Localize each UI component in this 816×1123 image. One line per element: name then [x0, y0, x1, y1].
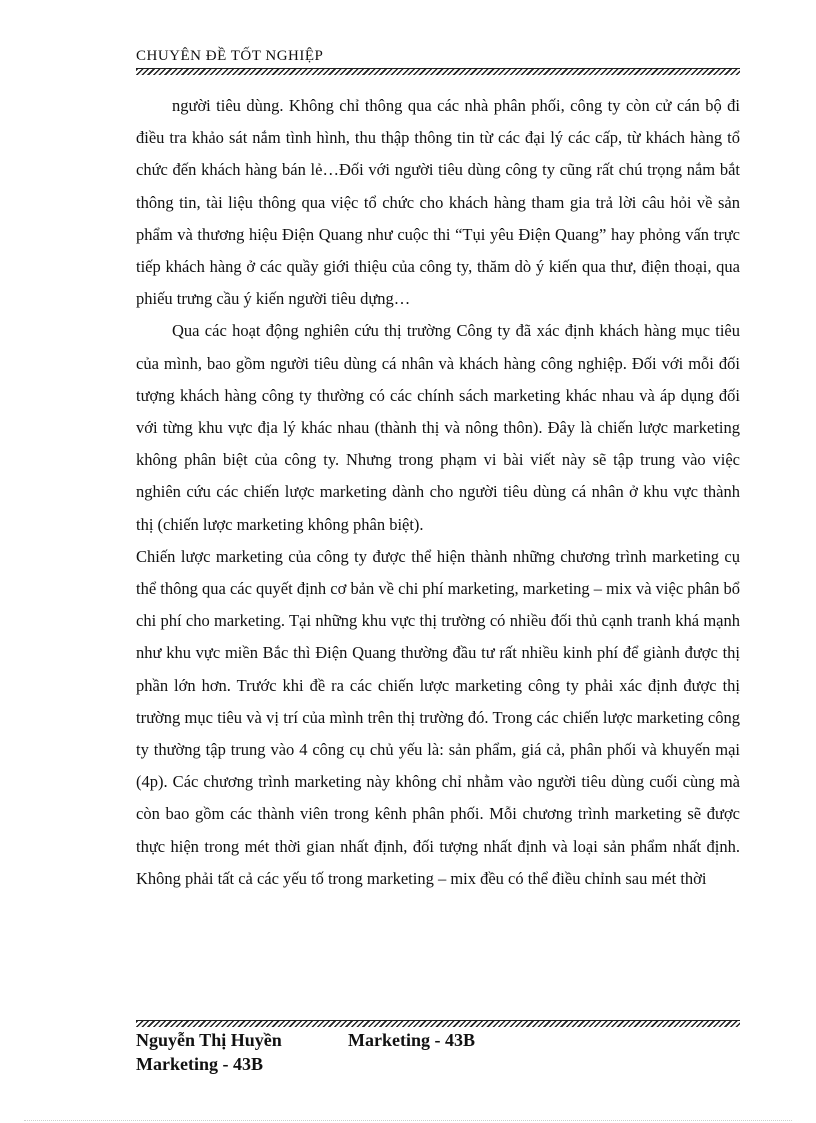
page-footer — [136, 1028, 475, 1076]
footer-class-repeat: Marketing - 43B — [136, 1054, 263, 1074]
document-body — [136, 90, 740, 895]
paragraph-1: người tiêu dùng. Không chỉ thông qua các nhà phân phối, công ty còn cử cán bộ đi điều tra khảo sát nắm tình hình, thu thập thông tin từ các đại lý các cấp, từ khách hàng tổ chức đến khách hàng bán lẻ…Đối với người tiêu dùng công ty cũng rất chú trọng nắm bắt thông tin, tài liệu thông qua việc tổ chức cho khách hàng tham gia trả lời câu hỏi về sản phẩm và thương hiệu Điện Quang như cuộc thi “Tụi yêu Điện Quang” hay phỏng vấn trực tiếp khách hàng ở các quầy giới thiệu của công ty, thăm dò ý kiến qua thư, điện thoại, qua phiếu trưng cầu ý kiến người tiêu dựng… — [136, 96, 740, 309]
paragraph-3: Chiến lược marketing của công ty được thể hiện thành những chương trình marketing cụ thể thông qua các quyết định cơ bản về chi phí marketing, marketing – mix và việc phân bổ chi phí cho marketing. Tại những khu vực thị trường có nhiều đối thủ cạnh tranh khá mạnh như khu vực miền Bắc thì Điện Quang thường đầu tư rất nhiều kinh phí để giành được thị phần lớn hơn. Trước khi đề ra các chiến lược marketing công ty phải xác định được thị trường mục tiêu và vị trí của mình trên thị trường đó. Trong các chiến lược marketing công ty thường tập trung vào 4 công cụ chủ yếu là: sản phẩm, giá cả, phân phối và khuyến mại (4p). Các chương trình marketing này không chỉ nhằm vào người tiêu dùng cuối cùng mà còn bao gồm các thành viên trong kênh phân phối. Mỗi chương trình marketing sẽ được thực hiện trong mét thời gian nhất định, đối tượng nhất định và loại sản phẩm nhất định. Không phải tất cả các yếu tố trong marketing – mix đều có thể điều chỉnh sau mét thời — [136, 546, 740, 888]
footer-class: Marketing - 43B — [348, 1030, 475, 1050]
page-header-title: CHUYÊN ĐỀ TỐT NGHIỆP — [136, 48, 324, 64]
page-bottom-dotted-border — [24, 1120, 792, 1121]
paragraph-2: Qua các hoạt động nghiên cứu thị trường Công ty đã xác định khách hàng mục tiêu của mình, bao gồm người tiêu dùng cá nhân và khách hàng công nghiệp. Đối với mỗi đối tượng khách hàng công ty thường có các chính sách marketing khác nhau và áp dụng đối với từng khu vực địa lý khác nhau (thành thị và nông thôn). Đây là chiến lược marketing không phân biệt của công ty. Nhưng trong phạm vi bài viết này sẽ tập trung vào việc nghiên cứu các chiến lược marketing dành cho người tiêu dùng cá nhân ở khu vực thành thị (chiến lược marketing không phân biệt). — [136, 321, 740, 534]
header-divider — [136, 68, 740, 75]
footer-divider — [136, 1020, 740, 1027]
footer-author: Nguyễn Thị Huyền — [136, 1030, 282, 1050]
